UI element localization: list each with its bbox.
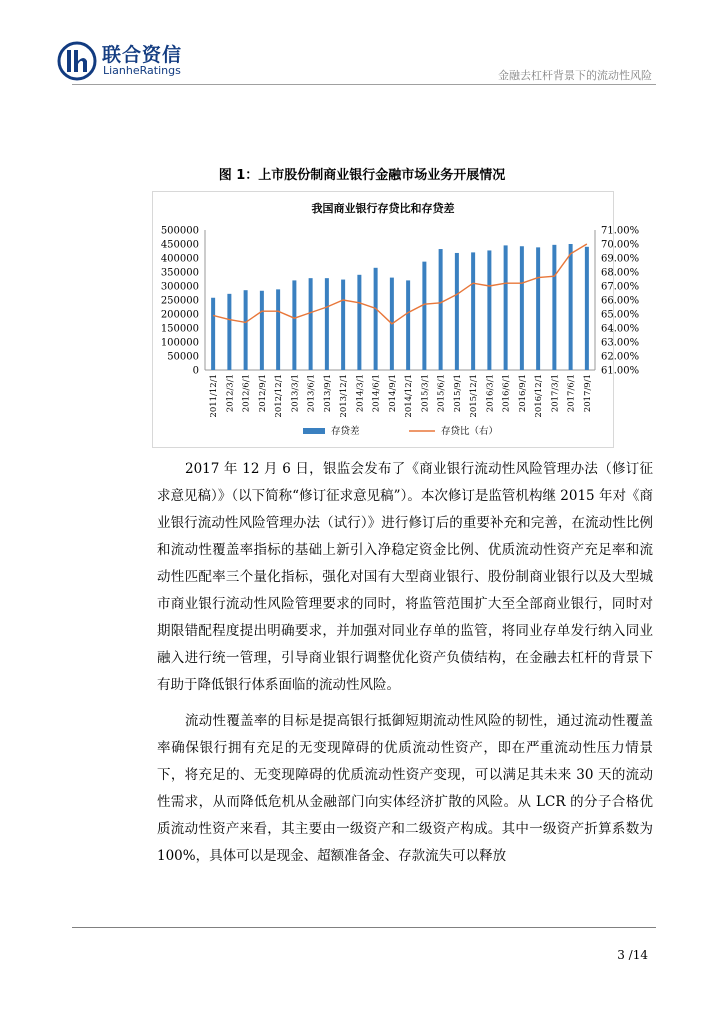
left-axis-tick-label: 200000 [160, 309, 199, 321]
left-axis-tick-label: 50000 [167, 351, 199, 363]
right-axis-tick-label: 62.00% [601, 351, 640, 363]
x-axis-category-label: 2013/6/1 [306, 374, 317, 413]
document-title: 金融去杠杆背景下的流动性风险 [498, 69, 652, 82]
right-axis-tick-label: 65.00% [601, 309, 640, 321]
right-axis-tick-label: 68.00% [601, 267, 640, 279]
footer-divider [72, 927, 656, 928]
legend-label-line: 存贷比（右） [441, 426, 499, 437]
x-axis-category-label: 2016/6/1 [501, 374, 512, 413]
x-axis-category-label: 2017/3/1 [550, 374, 561, 413]
x-axis-category-label: 2012/9/1 [257, 374, 268, 413]
body-text [157, 456, 653, 870]
x-axis-category-label: 2014/12/1 [404, 374, 415, 418]
bar-deposit-loan-gap [455, 253, 459, 370]
bar-deposit-loan-gap [552, 245, 556, 370]
bar-deposit-loan-gap [422, 262, 426, 370]
header-divider [72, 84, 656, 85]
bar-deposit-loan-gap [406, 280, 410, 370]
bar-deposit-loan-gap [211, 298, 215, 370]
bar-deposit-loan-gap [569, 244, 573, 370]
right-axis-tick-label: 66.00% [601, 295, 640, 307]
x-axis-category-label: 2013/12/1 [339, 374, 350, 418]
bar-deposit-loan-gap [357, 275, 361, 370]
x-axis-category-label: 2013/3/1 [290, 374, 301, 413]
x-axis-category-label: 2015/12/1 [469, 374, 480, 418]
x-axis-category-label: 2016/3/1 [485, 374, 496, 413]
bar-deposit-loan-gap [341, 280, 345, 370]
legend-swatch-bar [303, 428, 325, 434]
paragraph-1: 2017 年 12 月 6 日，银监会发布了《商业银行流动性风险管理办法（修订征求意见稿）》（以下简称“修订征求意见稿”）。本次修订是监管机构继 2015 年对《商业银行流动性风险管理办法（试行）》进行修订后的重要补充和完善，在流动性比例和流动性覆盖率指标的基础上新引入净稳定资金比例、优质流动性资产充足率和流动性匹配率三个量化指标，强化对国有大型商业银行、股份制商业银行以及大型城市商业银行流动性风险管理要求的同时，将监管范围扩大至全部商业银行，同时对期限错配程度提出明确要求，并加强对同业存单的监管，将同业存单发行纳入同业融入进行统一管理，引导商业银行调整优化资产负债结构，在金融去杠杆的背景下有助于降低银行体系面临的流动性风险。 [157, 461, 653, 693]
left-axis-tick-label: 0 [192, 365, 199, 377]
bar-deposit-loan-gap [585, 247, 589, 370]
right-axis-tick-label: 61.00% [601, 365, 640, 377]
x-axis-category-label: 2011/12/1 [209, 374, 220, 418]
right-axis-tick-label: 67.00% [601, 281, 640, 293]
right-axis-tick-label: 69.00% [601, 253, 640, 265]
brand-name-en: LianheRatings [103, 64, 181, 77]
left-axis-tick-label: 150000 [160, 323, 199, 335]
bar-deposit-loan-gap [244, 290, 248, 370]
line-loan-deposit-ratio [213, 244, 587, 324]
x-axis-category-label: 2012/6/1 [241, 374, 252, 413]
deposit-loan-chart [152, 191, 640, 448]
bar-deposit-loan-gap [520, 246, 524, 370]
right-axis-tick-label: 71.00% [601, 225, 640, 237]
x-axis-category-label: 2014/9/1 [387, 374, 398, 413]
left-axis-tick-label: 450000 [160, 239, 199, 251]
x-axis-category-label: 2015/6/1 [436, 374, 447, 413]
bar-deposit-loan-gap [439, 249, 443, 370]
right-axis-tick-label: 64.00% [601, 323, 640, 335]
page-number: 3 /14 [617, 948, 648, 962]
left-axis-tick-label: 250000 [160, 295, 199, 307]
x-axis-category-label: 2014/3/1 [355, 374, 366, 413]
brand-name-cn: 联合资信 [102, 44, 183, 66]
x-axis-category-label: 2016/9/1 [517, 374, 528, 413]
lianhe-logo-icon [57, 41, 97, 81]
x-axis-category-label: 2012/3/1 [225, 374, 236, 413]
left-axis-tick-label: 350000 [160, 267, 199, 279]
bar-deposit-loan-gap [276, 289, 280, 370]
figure-caption: 图 1：上市股份制商业银行金融市场业务开展情况 [218, 168, 506, 183]
x-axis-category-label: 2014/6/1 [371, 374, 382, 413]
bar-deposit-loan-gap [536, 247, 540, 370]
right-axis-tick-label: 70.00% [601, 239, 640, 251]
left-axis-tick-label: 100000 [160, 337, 199, 349]
bar-deposit-loan-gap [325, 278, 329, 370]
left-axis-tick-label: 400000 [160, 253, 199, 265]
legend-label-bar: 存贷差 [331, 426, 360, 437]
bar-deposit-loan-gap [374, 268, 378, 370]
chart-title: 我国商业银行存贷比和存贷差 [311, 202, 455, 215]
x-axis-category-label: 2017/9/1 [582, 374, 593, 413]
left-axis-tick-label: 500000 [160, 225, 199, 237]
bar-deposit-loan-gap [227, 294, 231, 370]
x-axis-category-label: 2015/9/1 [452, 374, 463, 413]
page-header [0, 0, 724, 90]
paragraph-2: 流动性覆盖率的目标是提高银行抵御短期流动性风险的韧性，通过流动性覆盖率确保银行拥有充足的无变现障碍的优质流动性资产，即在严重流动性压力情景下，将充足的、无变现障碍的优质流动性资产变现，可以满足其未来 30 天的流动性需求，从而降低危机从金融部门向实体经济扩散的风险。从 LCR 的分子合格优质流动性资产来看，其主要由一级资产和二级资产构成。其中一级资产折算系数为 100%，具体可以是现金、超额准备金、存款流失可以释放 [157, 713, 653, 864]
chart-canvas [153, 192, 640, 447]
bar-deposit-loan-gap [504, 245, 508, 370]
x-axis-category-label: 2017/6/1 [566, 374, 577, 413]
right-axis-tick-label: 63.00% [601, 337, 640, 349]
bar-deposit-loan-gap [471, 252, 475, 370]
left-axis-tick-label: 300000 [160, 281, 199, 293]
x-axis-category-label: 2015/3/1 [420, 374, 431, 413]
bar-deposit-loan-gap [260, 291, 264, 370]
bar-deposit-loan-gap [487, 250, 491, 370]
bar-deposit-loan-gap [292, 280, 296, 370]
x-axis-category-label: 2013/9/1 [322, 374, 333, 413]
x-axis-category-label: 2012/12/1 [274, 374, 285, 418]
x-axis-category-label: 2016/12/1 [534, 374, 545, 418]
bar-deposit-loan-gap [309, 278, 313, 370]
